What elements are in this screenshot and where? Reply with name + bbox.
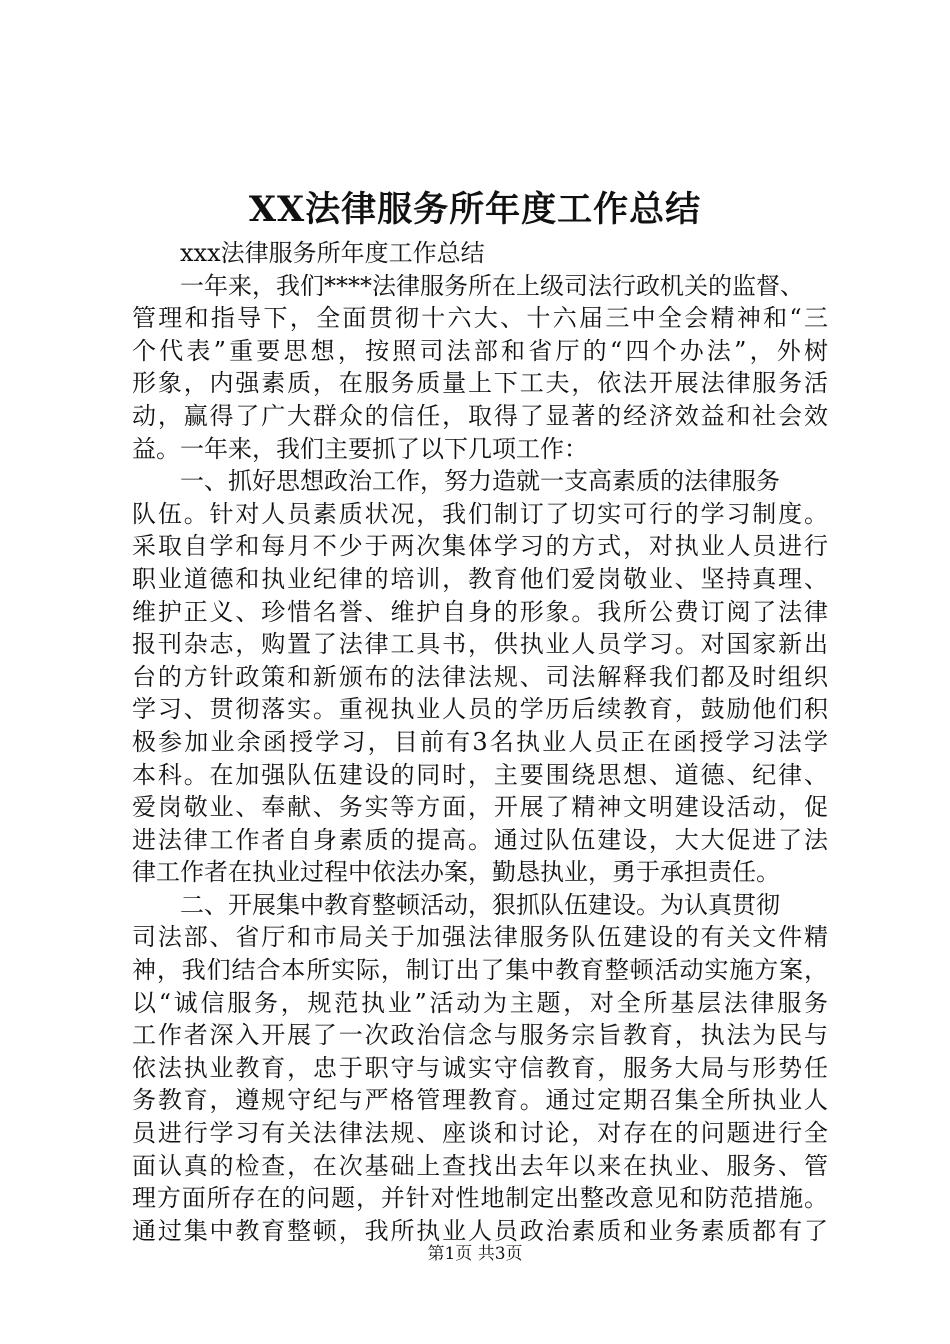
paragraph-line: 益。一年来，我们主要抓了以下几项工作： xyxy=(132,434,588,463)
paragraph-line: 学习、贯彻落实。重视执业人员的学历后续教育，鼓励他们积 xyxy=(132,695,828,724)
paragraph-line: 通过集中教育整顿，我所执业人员政治素质和业务素质都有了 xyxy=(132,1216,828,1245)
paragraph-line: 务教育，遵规守纪与严格管理教育。通过定期召集全所执业人 xyxy=(132,1086,828,1115)
document-title: XX法律服务所年度工作总结 xyxy=(248,189,702,230)
paragraph-line: 以“诚信服务，规范执业”活动为主题，对全所基层法律服务 xyxy=(132,988,828,1017)
paragraph-line: 二、开展集中教育整顿活动，狠抓队伍建设。为认真贯彻 xyxy=(180,890,780,919)
paragraph-line: 职业道德和执业纪律的培训，教育他们爱岗敬业、坚持真理、 xyxy=(132,564,828,593)
paragraph-line: 依法执业教育，忠于职守与诚实守信教育，服务大局与形势任 xyxy=(132,1053,828,1082)
paragraph-line: 爱岗敬业、奉献、务实等方面，开展了精神文明建设活动，促 xyxy=(132,793,828,822)
paragraph-line: 理方面所存在的问题，并针对性地制定出整改意见和防范措施。 xyxy=(132,1184,828,1213)
paragraph-line: 维护正义、珍惜名誉、维护自身的形象。我所公费订阅了法律 xyxy=(132,597,828,626)
subtitle-line: xxx法律服务所年度工作总结 xyxy=(180,239,485,267)
paragraph-line: 面认真的检查，在次基础上查找出去年以来在执业、服务、管 xyxy=(132,1151,828,1180)
paragraph-line: 报刊杂志，购置了法律工具书，供执业人员学习。对国家新出 xyxy=(132,630,828,659)
paragraph-line: 极参加业余函授学习，目前有3名执业人员正在函授学习法学 xyxy=(132,727,828,756)
paragraph-line: 形象，内强素质，在服务质量上下工夫，依法开展法律服务活 xyxy=(132,369,828,398)
paragraph-line: 工作者深入开展了一次政治信念与服务宗旨教育，执法为民与 xyxy=(132,1021,828,1050)
paragraph-line: 一年来，我们****法律服务所在上级司法行政机关的监督、 xyxy=(180,271,804,300)
paragraph-line: 律工作者在执业过程中依法办案，勤恳执业，勇于承担责任。 xyxy=(132,858,780,887)
paragraph-line: 台的方针政策和新颁布的法律法规、司法解释我们都及时组织 xyxy=(132,662,828,691)
paragraph-line: 一、抓好思想政治工作，努力造就一支高素质的法律服务 xyxy=(180,467,780,496)
paragraph-line: 个代表”重要思想，按照司法部和省厅的“四个办法”，外树 xyxy=(132,336,828,365)
page-number: 第1页 共3页 xyxy=(427,1244,523,1264)
paragraph-line: 司法部、省厅和市局关于加强法律服务队伍建设的有关文件精 xyxy=(132,923,828,952)
document-body xyxy=(132,237,828,1247)
paragraph-line: 员进行学习有关法律法规、座谈和讨论，对存在的问题进行全 xyxy=(132,1119,828,1148)
paragraph-line: 本科。在加强队伍建设的同时，主要围绕思想、道德、纪律、 xyxy=(132,760,828,789)
paragraph-line: 动，赢得了广大群众的信任，取得了显著的经济效益和社会效 xyxy=(132,401,828,430)
paragraph-line: 采取自学和每月不少于两次集体学习的方式，对执业人员进行 xyxy=(132,532,828,561)
paragraph-line: 神，我们结合本所实际，制订出了集中教育整顿活动实施方案， xyxy=(132,956,828,985)
paragraph-line: 管理和指导下，全面贯彻十六大、十六届三中全会精神和“三 xyxy=(132,304,828,333)
paragraph-line: 队伍。针对人员素质状况，我们制订了切实可行的学习制度。 xyxy=(132,499,828,528)
paragraph-line: 进法律工作者自身素质的提高。通过队伍建设，大大促进了法 xyxy=(132,825,828,854)
